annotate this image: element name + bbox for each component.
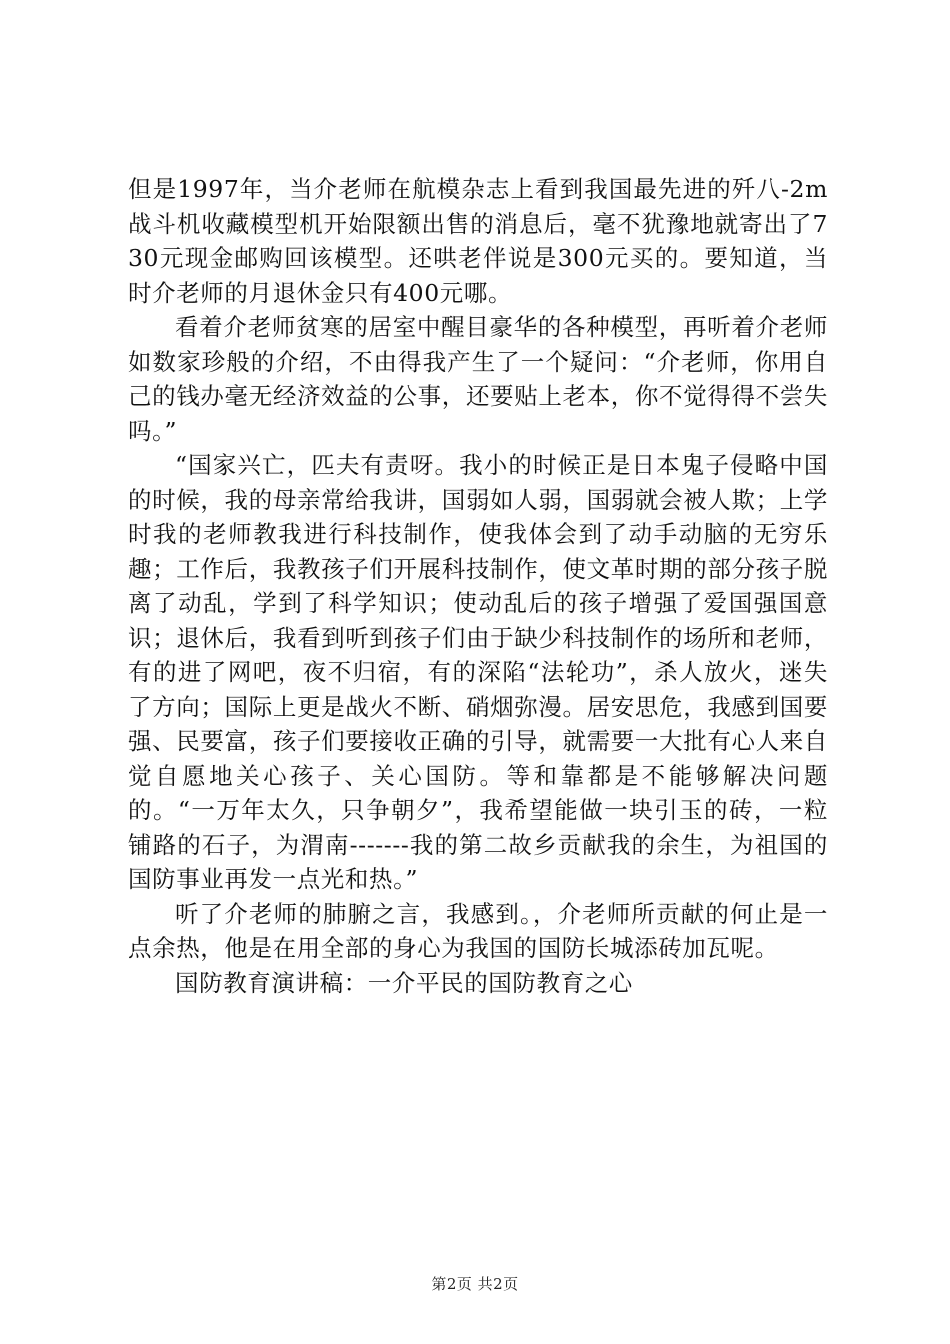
page-number-footer: 第2页 共2页: [431, 1275, 519, 1293]
paragraph-3: “国家兴亡，匹夫有责呀。我小的时候正是日本鬼子侵略中国的时候，我的母亲常给我讲，国弱如人弱，国弱就会被人欺；上学时我的老师教我进行科技制作，使我体会到了动手动脑的无穷乐趣；工作后，我教孩子们开展科技制作，使文革时期的部分孩子脱离了动乱，学到了科学知识；使动乱后的孩子增强了爱国强国意识；退休后，我看到听到孩子们由于缺少科技制作的场所和老师，有的进了网吧，夜不归宿，有的深陷“法轮功”，杀人放火，迷失了方向；国际上更是战火不断、硝烟弥漫。居安思危，我感到国要强、民要富，孩子们要接收正确的引导，就需要一大批有心人来自觉自愿地关心孩子、关心国防。等和靠都是不能够解决问题的。“一万年太久，只争朝夕”，我希望能做一块引玉的砖，一粒铺路的石子，为渭南-------我的第二故乡贡献我的余生，为祖国的国防事业再发一点光和热。”: [128, 451, 828, 893]
paragraph-1: 但是1997年，当介老师在航模杂志上看到我国最先进的歼八-2m战斗机收藏模型机开始限额出售的消息后，毫不犹豫地就寄出了730元现金邮购回该模型。还哄老伴说是300元买的。要知道，当时介老师的月退休金只有400元哪。: [128, 175, 828, 307]
document-body: [128, 172, 828, 1000]
paragraph-5: 国防教育演讲稿：一介平民的国防教育之心: [175, 968, 633, 997]
paragraph-2: 看着介老师贫寒的居室中醒目豪华的各种模型，再听着介老师如数家珍般的介绍，不由得我产生了一个疑问：“介老师，你用自己的钱办毫无经济效益的公事，还要贴上老本，你不觉得得不尝失吗。”: [128, 313, 828, 445]
paragraph-4: 听了介老师的肺腑之言，我感到。，介老师所贡献的何止是一点余热，他是在用全部的身心为我国的国防长城添砖加瓦呢。: [128, 899, 828, 962]
